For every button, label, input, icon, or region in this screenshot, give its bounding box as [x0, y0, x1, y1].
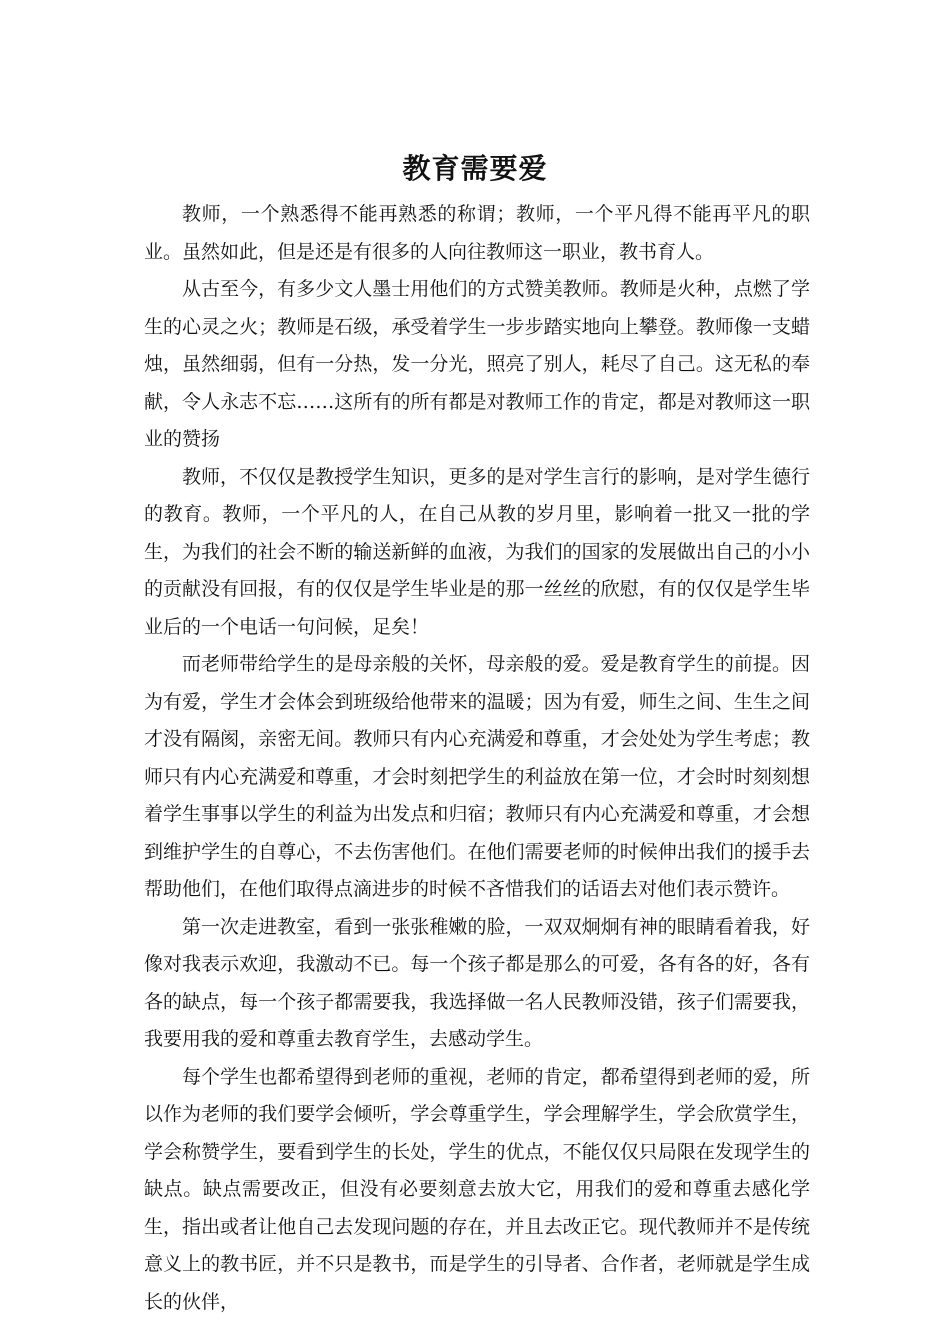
- document-body: [144, 196, 810, 1321]
- paragraph-5: 第一次走进教室，看到一张张稚嫩的脸，一双双炯炯有神的眼睛看着我，好像对我表示欢迎，我激动不已。每一个孩子都是那么的可爱，各有各的好，各有各的缺点，每一个孩子都需要我，我选择做一名人民教师没错，孩子们需要我，我要用我的爱和尊重去教育学生，去感动学生。: [144, 915, 810, 1050]
- paragraph-2: 从古至今，有多少文人墨士用他们的方式赞美教师。教师是火种，点燃了学生的心灵之火；教师是石级，承受着学生一步步踏实地向上攀登。教师像一支蜡烛，虽然细弱，但有一分热，发一分光，照亮了别人，耗尽了自己。这无私的奉献，令人永志不忘……这所有的所有都是对教师工作的肯定，都是对教师这一职业的赞扬: [144, 278, 810, 450]
- document-title: 教育需要爱: [402, 151, 548, 185]
- paragraph-1: 教师，一个熟悉得不能再熟悉的称谓；教师，一个平凡得不能再平凡的职业。虽然如此，但是还是有很多的人向往教师这一职业，教书育人。: [144, 203, 810, 263]
- paragraph-6: 每个学生也都希望得到老师的重视，老师的肯定，都希望得到老师的爱，所以作为老师的我们要学会倾听，学会尊重学生，学会理解学生，学会欣赏学生，学会称赞学生，要看到学生的长处，学生的优点，不能仅仅只局限在发现学生的缺点。缺点需要改正，但没有必要刻意去放大它，用我们的爱和尊重去感化学生，指出或者让他自己去发现问题的存在，并且去改正它。现代教师并不是传统意义上的教书匠，并不只是教书，而是学生的引导者、合作者，老师就是学生成长的伙伴，: [144, 1065, 810, 1313]
- paragraph-4: 而老师带给学生的是母亲般的关怀，母亲般的爱。爱是教育学生的前提。因为有爱，学生才会体会到班级给他带来的温暖；因为有爱，师生之间、生生之间才没有隔阂，亲密无间。教师只有内心充满爱和尊重，才会处处为学生考虑；教师只有内心充满爱和尊重，才会时刻把学生的利益放在第一位，才会时时刻刻想着学生事事以学生的利益为出发点和归宿；教师只有内心充满爱和尊重，才会想到维护学生的自尊心，不去伤害他们。在他们需要老师的时候伸出我们的援手去帮助他们，在他们取得点滴进步的时候不吝惜我们的话语去对他们表示赞许。: [144, 653, 810, 900]
- paragraph-3: 教师，不仅仅是教授学生知识，更多的是对学生言行的影响，是对学生德行的教育。教师，一个平凡的人，在自己从教的岁月里，影响着一批又一批的学生，为我们的社会不断的输送新鲜的血液，为我们的国家的发展做出自己的小小的贡献没有回报，有的仅仅是学生毕业是的那一丝丝的欣慰，有的仅仅是学生毕业后的一个电话一句问候，足矣！: [144, 465, 810, 638]
